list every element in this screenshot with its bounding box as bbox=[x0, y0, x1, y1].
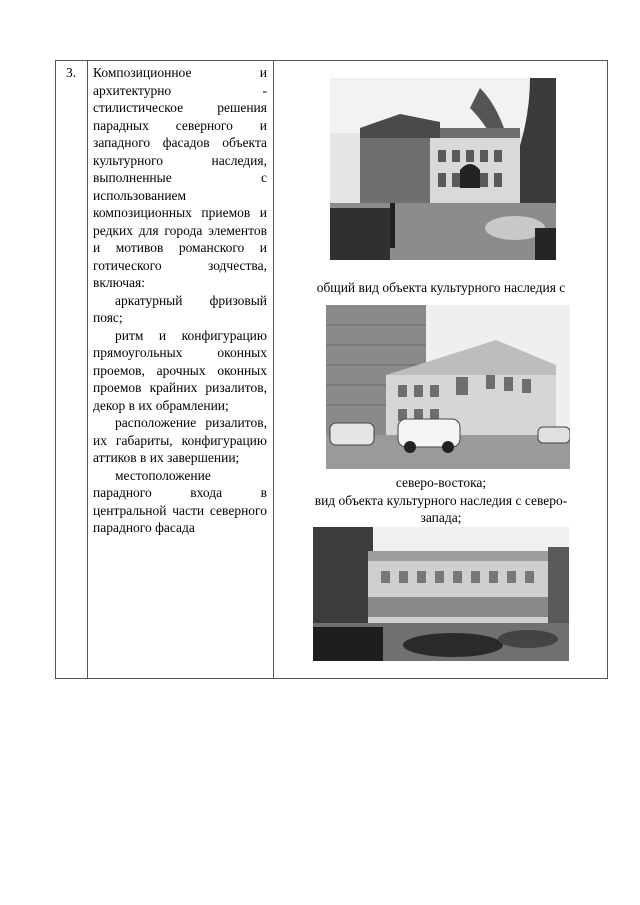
description-item: аркатурный фризовый пояс; bbox=[93, 292, 267, 325]
photo-caption: общий вид объекта культурного наследия с bbox=[316, 280, 566, 295]
photo-caption: запада; bbox=[420, 510, 462, 525]
description-intro: Композиционное и архитектурно - стилистическое решения парадных северного и западного фасадов объекта культурного наследия, выполненные с использованием композиционных приемов и редких для города элементов и мотивов романского и готического зодчества, включая: bbox=[93, 65, 267, 290]
building-photo-northeast-1 bbox=[330, 78, 556, 260]
description-item: ритм и конфигурацию прямоугольных оконных проемов, арочных оконных проемов крайних ризалитов, декор в их обрамлении; bbox=[93, 327, 267, 413]
building-photo-northwest bbox=[313, 527, 569, 661]
photo-caption: северо-востока; bbox=[395, 475, 487, 490]
row-number: 3. bbox=[66, 65, 77, 80]
description-item: местоположение парадного входа в центральной части северного парадного фасада bbox=[93, 467, 267, 535]
row-description bbox=[93, 64, 267, 537]
building-photo-northeast-2 bbox=[326, 305, 570, 469]
column-divider bbox=[87, 61, 88, 678]
images-column bbox=[274, 61, 608, 678]
photo-caption: вид объекта культурного наследия с северо- bbox=[314, 492, 568, 508]
heritage-table bbox=[55, 60, 608, 679]
description-item: расположение ризалитов, их габариты, конфигурацию аттиков в их завершении; bbox=[93, 415, 267, 465]
